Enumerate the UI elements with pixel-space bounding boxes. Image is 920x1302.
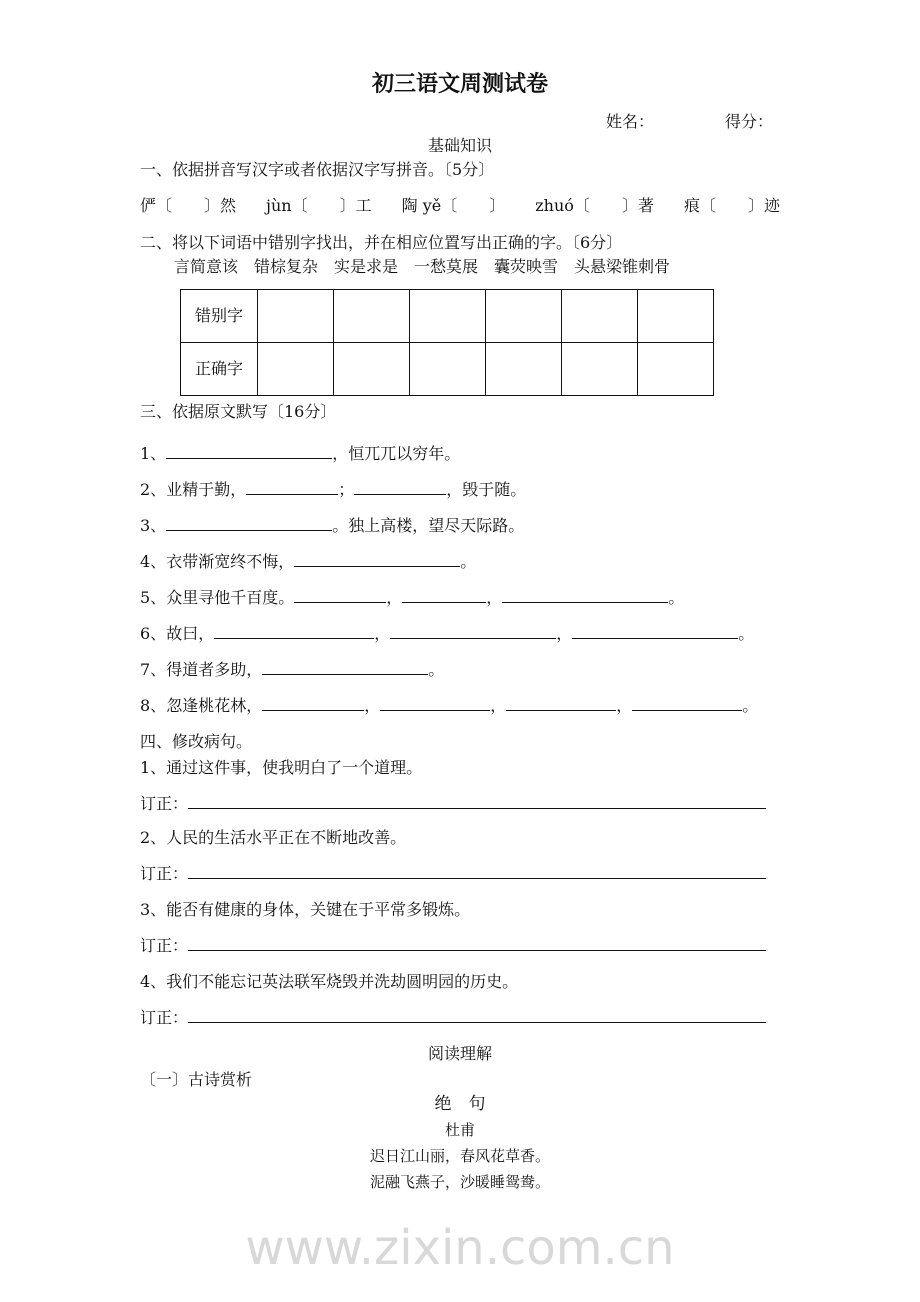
cell[interactable] bbox=[258, 290, 334, 343]
poem-section-heading: 〔一〕古诗赏析 bbox=[140, 1070, 253, 1089]
q1-item: 痕〔 〕迹 bbox=[683, 196, 780, 215]
recite-line-8: 8、忽逢桃花林， ， ， ， 。 bbox=[140, 696, 759, 715]
page-title: 初三语文周测试卷 bbox=[371, 72, 548, 97]
cell[interactable] bbox=[562, 290, 638, 343]
recite-line-6: 6、故曰， ， ， 。 bbox=[140, 624, 755, 643]
recite-line-1: 1、 ，恒兀兀以穷年。 bbox=[140, 444, 461, 463]
watermark: www.zixin.com.cn bbox=[245, 1220, 675, 1276]
q1-item: 陶 yě〔 〕 bbox=[401, 196, 506, 215]
recite-line-4: 4、衣带渐宽终不悔， 。 bbox=[140, 552, 477, 571]
correction-table bbox=[180, 289, 714, 396]
cell[interactable] bbox=[334, 290, 410, 343]
sentence-3: 3、能否有健康的身体，关键在于平常多锻炼。 bbox=[140, 900, 471, 919]
q1-item: 俨〔 〕然 bbox=[140, 196, 237, 215]
poem-line-2: 泥融飞燕子，沙暖睡鸳鸯。 bbox=[369, 1173, 550, 1191]
sentence-1: 1、通过这件事，使我明白了一个道理。 bbox=[140, 758, 423, 777]
row-label-correct: 正确字 bbox=[181, 343, 258, 396]
sentence-4: 4、我们不能忘记英法联军烧毁并洗劫圆明园的历史。 bbox=[140, 972, 519, 991]
q1-heading: 一、依据拼音写汉字或者依据汉字写拼音。〔5分〕 bbox=[140, 160, 495, 179]
cell[interactable] bbox=[638, 290, 714, 343]
section-basic: 基础知识 bbox=[427, 136, 492, 155]
poem-author: 杜甫 bbox=[444, 1121, 475, 1139]
q1-item: zhuó〔 〕著 bbox=[535, 196, 654, 215]
cell[interactable] bbox=[334, 343, 410, 396]
cell[interactable] bbox=[410, 290, 486, 343]
cell[interactable] bbox=[258, 343, 334, 396]
recite-line-7: 7、得道者多助， 。 bbox=[140, 660, 445, 679]
fix-line-1[interactable]: 订正： bbox=[140, 794, 766, 814]
sentence-2: 2、人民的生活水平正在不断地改善。 bbox=[140, 828, 407, 847]
cell[interactable] bbox=[410, 343, 486, 396]
poem-line-1: 迟日江山丽，春风花草香。 bbox=[369, 1147, 550, 1165]
q1-items bbox=[140, 196, 780, 216]
q2-heading: 二、将以下词语中错别字找出，并在相应位置写出正确的字。〔6分〕 bbox=[140, 233, 623, 252]
cell[interactable] bbox=[486, 343, 562, 396]
cell[interactable] bbox=[486, 290, 562, 343]
poem-title: 绝 句 bbox=[434, 1094, 486, 1114]
cell[interactable] bbox=[562, 343, 638, 396]
recite-line-3: 3、 。独上高楼，望尽天际路。 bbox=[140, 516, 525, 535]
q3-heading: 三、依据原文默写〔16分〕 bbox=[140, 402, 337, 421]
fix-line-4[interactable]: 订正： bbox=[140, 1008, 766, 1028]
recite-line-5: 5、众里寻他千百度。 ， ， 。 bbox=[140, 588, 685, 607]
cell[interactable] bbox=[638, 343, 714, 396]
q2-words: 言简意该 错棕复杂 实是求是 一愁莫展 囊荧映雪 头悬梁锥刺骨 bbox=[174, 257, 671, 276]
fix-line-2[interactable]: 订正： bbox=[140, 864, 766, 884]
fix-line-3[interactable]: 订正： bbox=[140, 936, 766, 956]
row-label-wrong: 错别字 bbox=[181, 290, 258, 343]
q1-item: jùn〔 〕工 bbox=[266, 196, 372, 215]
name-label: 姓名： bbox=[606, 112, 655, 131]
score-label: 得分： bbox=[725, 112, 774, 131]
section-reading: 阅读理解 bbox=[427, 1044, 492, 1063]
q4-heading: 四、修改病句。 bbox=[140, 732, 253, 751]
recite-line-2: 2、业精于勤， ； ，毁于随。 bbox=[140, 480, 527, 499]
